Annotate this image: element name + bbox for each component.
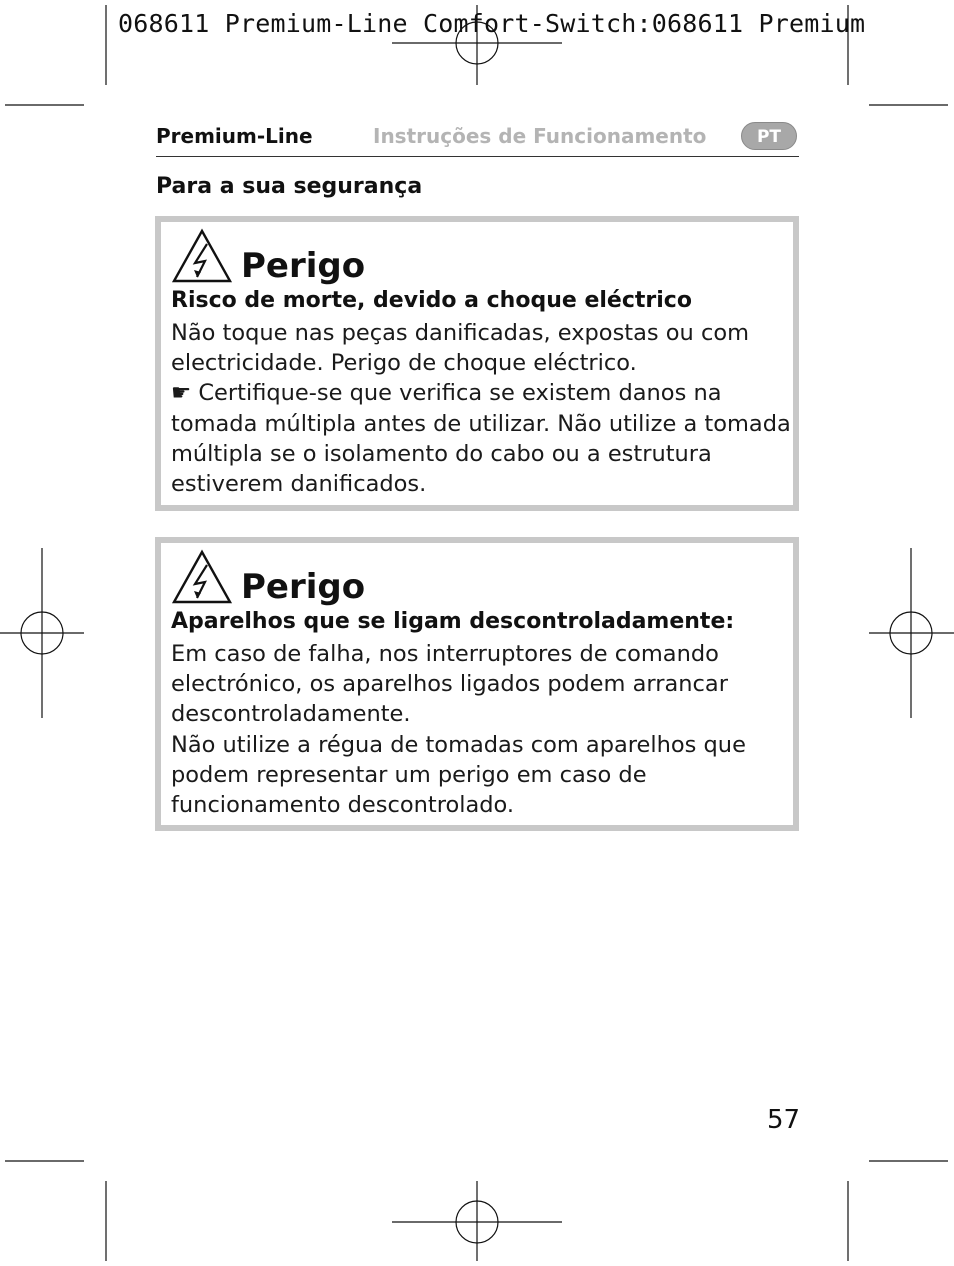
registration-target-right xyxy=(869,548,954,718)
registration-target-top xyxy=(392,5,562,85)
language-badge: PT xyxy=(741,122,797,150)
warning-text: Não toque nas peças danificadas, expostas ou com electricidade. Perigo de choque eléctrico. xyxy=(171,320,750,377)
electric-hazard-icon xyxy=(171,549,233,605)
warning-box-electric-shock xyxy=(155,216,799,511)
electric-hazard-icon xyxy=(171,228,233,284)
registration-target-bottom xyxy=(392,1181,562,1261)
warning-subtitle: Aparelhos que se ligam descontroladamente: xyxy=(171,609,735,634)
warning-box-uncontrolled-start xyxy=(155,537,799,831)
section-title: Para a sua segurança xyxy=(156,174,423,199)
warning-body xyxy=(171,318,791,499)
warning-subtitle: Risco de morte, devido a choque eléctrico xyxy=(171,288,692,313)
header-brand: Premium-Line xyxy=(156,124,313,148)
registration-target-left xyxy=(0,548,84,718)
warning-bullet-text: Certifique-se que verifica se existem danos na tomada múltipla antes de utilizar. Não utilize a tomada múltipla se o isolamento do cabo ou a estrutura estiverem danificados. xyxy=(171,380,791,498)
warning-body xyxy=(171,639,791,820)
running-header xyxy=(156,122,799,157)
warning-text: Em caso de falha, nos interruptores de comando electrónico, os aparelhos ligados podem arrancar descontroladamente. xyxy=(171,641,728,728)
warning-text-2: Não utilize a régua de tomadas com aparelhos que podem representar um perigo em caso de funcionamento descontrolado. xyxy=(171,731,746,819)
warning-bullet xyxy=(171,378,791,499)
printer-slug-line: 068611 Premium-Line Comfort-Switch:068611 Premium xyxy=(118,9,866,38)
page-number: 57 xyxy=(767,1105,801,1135)
warning-title: Perigo xyxy=(241,246,366,286)
pointing-hand-icon: ☛ xyxy=(171,380,192,407)
header-subtitle: Instruções de Funcionamento xyxy=(373,124,707,148)
warning-title: Perigo xyxy=(241,567,366,607)
